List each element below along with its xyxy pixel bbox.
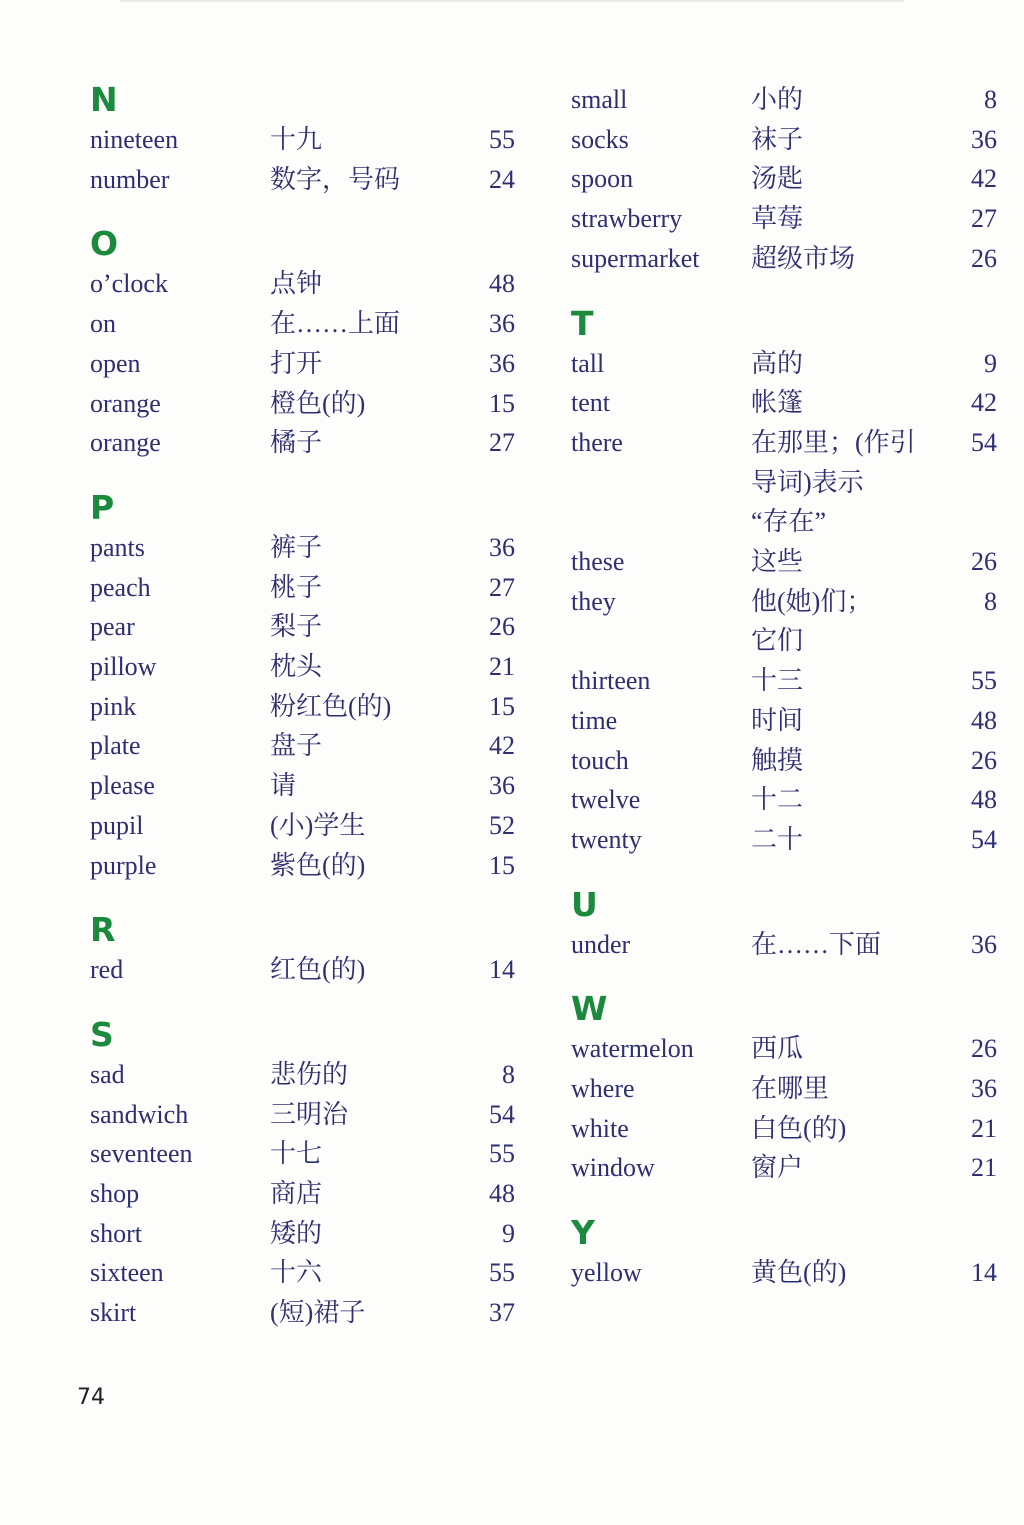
section-letter-heading: P	[90, 487, 115, 527]
entry-page-ref: 48	[489, 1179, 515, 1209]
glossary-entry	[90, 384, 515, 424]
entry-word: open	[90, 348, 141, 378]
entry-word: orange	[90, 388, 161, 418]
entry-word: short	[90, 1218, 142, 1248]
entry-meaning-line: 小的	[751, 85, 804, 114]
entry-meaning-line: 商店	[270, 1179, 323, 1209]
entry-meaning-line: 梨子	[270, 612, 323, 642]
entry-word: these	[571, 547, 625, 577]
entry-word: red	[90, 955, 124, 985]
entry-meaning	[270, 846, 455, 886]
glossary-entry	[571, 383, 997, 423]
entry-page-ref: 55	[489, 1258, 515, 1288]
glossary-entry	[571, 1253, 997, 1293]
entry-meaning	[751, 582, 937, 661]
entry-word: small	[571, 85, 628, 114]
entry-page-ref: 27	[971, 204, 997, 234]
entry-page-ref: 27	[489, 428, 515, 458]
entry-word: they	[571, 586, 616, 616]
entry-meaning	[751, 199, 937, 239]
entry-word: pupil	[90, 810, 144, 840]
glossary-entry	[90, 568, 515, 608]
entry-word: touch	[571, 745, 629, 775]
entry-word: supermarket	[571, 243, 700, 273]
entry-page-ref: 42	[489, 731, 515, 761]
entry-page-ref: 26	[489, 612, 515, 642]
glossary-section	[90, 224, 515, 463]
entry-meaning-line: 他(她)们；	[751, 586, 873, 616]
entry-page-ref: 36	[489, 348, 515, 378]
glossary-entry	[90, 1214, 515, 1254]
entry-meaning-line: 十七	[270, 1139, 323, 1169]
section-letter-heading: S	[90, 1014, 114, 1054]
glossary-entry	[90, 1055, 515, 1095]
entry-meaning	[751, 80, 937, 120]
entry-meaning	[270, 806, 455, 846]
entry-meaning-line: 红色(的)	[270, 955, 366, 985]
entry-meaning	[270, 528, 455, 568]
entry-meaning	[270, 304, 455, 344]
glossary-entry	[90, 423, 515, 463]
entry-meaning	[270, 568, 455, 608]
glossary-entry	[571, 542, 997, 582]
entry-word: twenty	[571, 824, 642, 854]
entry-word: plate	[90, 731, 141, 761]
entry-word: tall	[571, 348, 605, 378]
glossary-section	[90, 910, 515, 990]
entry-meaning	[751, 120, 937, 160]
entry-meaning	[270, 423, 455, 463]
entry-meaning-line: 汤匙	[751, 164, 804, 194]
entry-word: under	[571, 929, 631, 959]
glossary-entry	[571, 1069, 997, 1109]
glossary-section	[571, 989, 997, 1188]
entry-word: strawberry	[571, 204, 683, 234]
glossary-entry	[571, 701, 997, 741]
entry-meaning	[751, 239, 937, 279]
entry-meaning-line: 裤子	[270, 532, 323, 562]
entry-word: tent	[571, 388, 610, 418]
entry-word: pants	[90, 532, 145, 562]
entry-word: sixteen	[90, 1258, 164, 1288]
entry-meaning-line: 帐篷	[751, 388, 804, 418]
entry-meaning-line: 黄色(的)	[751, 1258, 847, 1288]
entry-word: where	[571, 1074, 635, 1104]
entry-page-ref: 48	[971, 785, 997, 815]
entry-meaning	[751, 1109, 937, 1149]
entry-meaning	[751, 701, 937, 741]
glossary-entry	[90, 806, 515, 846]
entry-meaning-line: 点钟	[270, 269, 323, 299]
entry-page-ref: 8	[984, 85, 997, 114]
entry-word: pear	[90, 612, 135, 642]
glossary-entry	[571, 582, 997, 661]
glossary-entry	[90, 1095, 515, 1135]
glossary-entry	[571, 159, 997, 199]
entry-page-ref: 14	[971, 1258, 997, 1288]
entry-page-ref: 21	[971, 1153, 997, 1183]
entry-meaning-line: 数字，号码	[270, 164, 401, 194]
entry-page-ref: 55	[489, 1139, 515, 1169]
entry-meaning-line: 超级市场	[751, 243, 856, 273]
entry-page-ref: 15	[489, 691, 515, 721]
glossary-entry	[90, 264, 515, 304]
entry-meaning	[751, 1069, 937, 1109]
entry-meaning-line: 请	[270, 771, 297, 801]
glossary-entry	[90, 950, 515, 990]
entry-meaning-line: 触摸	[751, 745, 804, 775]
entry-meaning	[751, 1253, 937, 1293]
glossary-entry	[90, 766, 515, 806]
entry-meaning-line: 窗户	[751, 1153, 804, 1183]
entry-meaning	[751, 661, 937, 701]
entry-meaning	[751, 159, 937, 199]
entry-page-ref: 21	[971, 1113, 997, 1143]
entry-word: please	[90, 771, 155, 801]
entry-meaning-line: 它们	[751, 626, 804, 656]
entry-meaning-line: 橙色(的)	[270, 388, 366, 418]
entry-meaning	[270, 607, 455, 647]
entry-page-ref: 52	[489, 810, 515, 840]
page-number: 74	[77, 1385, 105, 1410]
entry-page-ref: 8	[502, 1059, 515, 1089]
glossary-entry	[90, 160, 515, 200]
glossary-section	[571, 80, 997, 279]
entry-meaning-line: 在……上面	[270, 309, 401, 339]
entry-meaning	[270, 160, 455, 200]
glossary-section	[90, 80, 515, 199]
entry-page-ref: 26	[971, 745, 997, 775]
glossary-entry	[90, 687, 515, 727]
entry-meaning-line: “存在”	[751, 507, 827, 537]
page-top-edge	[120, 0, 904, 2]
glossary-entry	[571, 1148, 997, 1188]
entry-meaning-line: 悲伤的	[270, 1059, 349, 1089]
glossary-entry	[90, 1174, 515, 1214]
section-letter-heading: R	[90, 910, 116, 950]
entry-word: white	[571, 1113, 629, 1143]
entry-meaning	[270, 726, 455, 766]
entry-meaning-line: 盘子	[270, 731, 323, 761]
entry-page-ref: 55	[971, 666, 997, 696]
glossary-entry	[571, 780, 997, 820]
entry-page-ref: 36	[971, 124, 997, 154]
entry-page-ref: 26	[971, 243, 997, 273]
glossary-section	[571, 885, 997, 965]
entry-meaning	[270, 1214, 455, 1254]
section-letter-heading: T	[571, 303, 594, 343]
entry-word: twelve	[571, 785, 641, 815]
entry-meaning	[270, 120, 455, 160]
entry-meaning-line: 在那里；(作引	[751, 427, 916, 457]
entry-page-ref: 37	[489, 1298, 515, 1328]
entry-page-ref: 9	[984, 348, 997, 378]
entry-page-ref: 36	[971, 1074, 997, 1104]
entry-meaning	[270, 687, 455, 727]
glossary-section	[571, 304, 997, 860]
entry-word: sandwich	[90, 1099, 189, 1129]
entry-meaning	[270, 1134, 455, 1174]
entry-page-ref: 27	[489, 572, 515, 602]
entry-meaning-line: 十六	[270, 1258, 323, 1288]
entry-page-ref: 8	[984, 586, 997, 616]
entry-meaning	[751, 344, 937, 384]
entry-meaning	[270, 344, 455, 384]
entry-meaning	[270, 1293, 455, 1333]
glossary-entry	[571, 199, 997, 239]
glossary-entry	[90, 528, 515, 568]
glossary-entry	[90, 304, 515, 344]
entry-meaning	[751, 1029, 937, 1069]
entry-meaning-line: 西瓜	[751, 1034, 804, 1064]
glossary-entry	[90, 120, 515, 160]
entry-word: thirteen	[571, 666, 651, 696]
section-letter-heading: N	[90, 80, 118, 119]
entry-word: nineteen	[90, 125, 179, 154]
entry-page-ref: 14	[489, 955, 515, 985]
entry-meaning-line: (小)学生	[270, 810, 366, 840]
entry-page-ref: 36	[489, 309, 515, 339]
entry-meaning-line: 十九	[270, 125, 323, 154]
entry-meaning	[751, 423, 937, 542]
entry-page-ref: 42	[971, 164, 997, 194]
glossary-column-left	[90, 80, 515, 1333]
entry-word: orange	[90, 428, 161, 458]
entry-word: pink	[90, 691, 137, 721]
entry-page-ref: 9	[502, 1218, 515, 1248]
entry-word: number	[90, 164, 170, 194]
entry-meaning	[270, 950, 455, 990]
entry-meaning-line: 在……下面	[751, 929, 882, 959]
entry-meaning-line: 时间	[751, 705, 804, 735]
entry-page-ref: 42	[971, 388, 997, 418]
glossary-entry	[90, 647, 515, 687]
entry-meaning	[270, 384, 455, 424]
entry-meaning	[751, 820, 937, 860]
entry-meaning-line: 这些	[751, 547, 804, 577]
entry-meaning	[751, 780, 937, 820]
entry-meaning-line: 导词)表示	[751, 467, 864, 497]
entry-meaning-line: 枕头	[270, 652, 323, 682]
entry-page-ref: 54	[489, 1099, 515, 1129]
glossary-section	[90, 1015, 515, 1333]
entry-page-ref: 36	[489, 771, 515, 801]
section-letter-heading: W	[571, 989, 608, 1029]
entry-page-ref: 15	[489, 388, 515, 418]
glossary-section	[571, 1213, 997, 1293]
entry-word: pillow	[90, 652, 157, 682]
glossary-entry	[90, 344, 515, 384]
glossary-entry	[571, 820, 997, 860]
entry-meaning-line: 矮的	[270, 1218, 323, 1248]
glossary-entry	[571, 925, 997, 965]
glossary-entry	[90, 846, 515, 886]
section-letter-heading: U	[571, 884, 598, 924]
entry-page-ref: 26	[971, 1034, 997, 1064]
entry-meaning	[270, 1055, 455, 1095]
entry-meaning	[751, 542, 937, 582]
entry-word: yellow	[571, 1258, 642, 1288]
glossary-entry	[571, 741, 997, 781]
entry-meaning	[751, 1148, 937, 1188]
entry-page-ref: 24	[489, 164, 515, 194]
entry-page-ref: 48	[489, 269, 515, 299]
entry-meaning-line: 打开	[270, 348, 323, 378]
glossary-entry	[571, 120, 997, 160]
entry-word: sad	[90, 1059, 125, 1089]
entry-word: window	[571, 1153, 655, 1183]
entry-meaning	[751, 741, 937, 781]
entry-meaning-line: 橘子	[270, 428, 323, 458]
entry-word: on	[90, 309, 116, 339]
entry-word: skirt	[90, 1298, 137, 1328]
entry-word: watermelon	[571, 1034, 694, 1064]
entry-meaning-line: 桃子	[270, 572, 323, 602]
entry-page-ref: 55	[489, 125, 515, 154]
entry-page-ref: 36	[971, 929, 997, 959]
entry-meaning	[270, 1095, 455, 1135]
entry-word: time	[571, 705, 618, 735]
glossary-section	[90, 488, 515, 885]
entry-meaning	[270, 1253, 455, 1293]
entry-word: there	[571, 427, 623, 457]
entry-word: shop	[90, 1179, 140, 1209]
entry-meaning-line: 十二	[751, 785, 804, 815]
entry-meaning	[270, 647, 455, 687]
entry-word: o’clock	[90, 269, 168, 299]
entry-meaning-line: 紫色(的)	[270, 850, 366, 880]
glossary-column-right	[571, 80, 997, 1293]
entry-page-ref: 54	[971, 824, 997, 854]
glossary-entry	[571, 239, 997, 279]
entry-meaning-line: 在哪里	[751, 1074, 830, 1104]
entry-meaning	[270, 1174, 455, 1214]
entry-page-ref: 26	[971, 547, 997, 577]
entry-page-ref: 48	[971, 705, 997, 735]
entry-meaning-line: 草莓	[751, 204, 804, 234]
entry-word: socks	[571, 124, 629, 154]
entry-page-ref: 21	[489, 652, 515, 682]
glossary-entry	[90, 1293, 515, 1333]
entry-word: seventeen	[90, 1139, 193, 1169]
entry-meaning-line: 三明治	[270, 1099, 349, 1129]
entry-meaning	[270, 264, 455, 304]
entry-meaning-line: 袜子	[751, 124, 804, 154]
entry-meaning-line: 二十	[751, 824, 804, 854]
entry-word: peach	[90, 572, 151, 602]
entry-page-ref: 36	[489, 532, 515, 562]
glossary-entry	[571, 1109, 997, 1149]
glossary-entry	[571, 1029, 997, 1069]
entry-meaning	[270, 766, 455, 806]
entry-meaning	[751, 925, 937, 965]
glossary-entry	[90, 1134, 515, 1174]
glossary-entry	[90, 1253, 515, 1293]
entry-word: purple	[90, 850, 157, 880]
section-letter-heading: Y	[571, 1213, 595, 1253]
section-letter-heading: O	[90, 224, 119, 264]
glossary-entry	[90, 607, 515, 647]
entry-meaning-line: 白色(的)	[751, 1113, 847, 1143]
glossary-entry	[571, 80, 997, 120]
entry-word: spoon	[571, 164, 634, 194]
entry-meaning	[751, 383, 937, 423]
entry-meaning-line: 十三	[751, 666, 804, 696]
glossary-entry	[90, 726, 515, 766]
glossary-entry	[571, 661, 997, 701]
glossary-entry	[571, 344, 997, 384]
entry-meaning-line: (短)裙子	[270, 1298, 366, 1328]
entry-page-ref: 54	[971, 427, 997, 457]
entry-meaning-line: 高的	[751, 348, 804, 378]
entry-meaning-line: 粉红色(的)	[270, 691, 392, 721]
entry-page-ref: 15	[489, 850, 515, 880]
glossary-entry	[571, 423, 997, 542]
